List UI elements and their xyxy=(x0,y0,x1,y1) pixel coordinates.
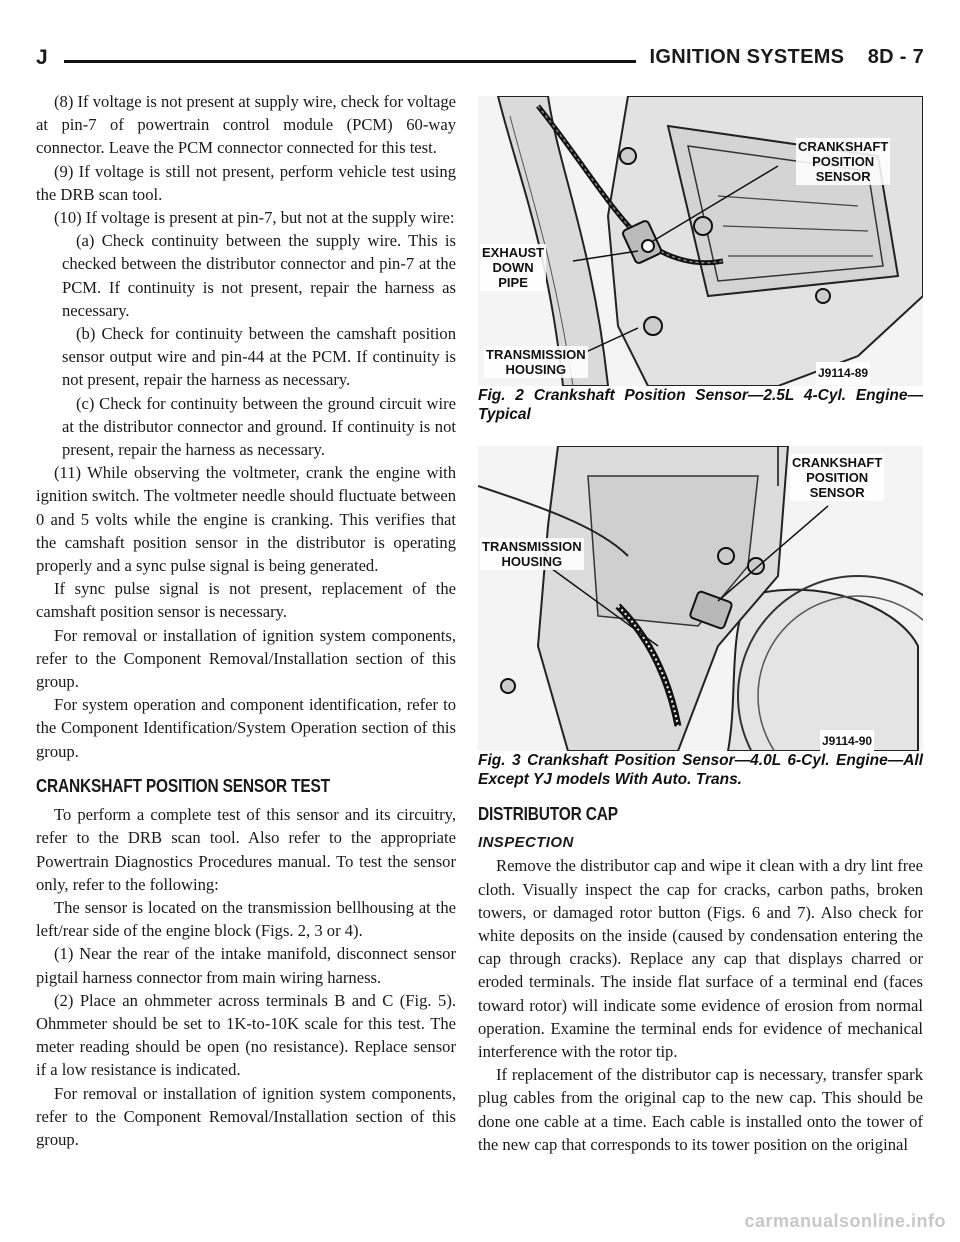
paragraph: (11) While observing the voltmeter, crank the engine with ignition switch. The voltmeter needle should fluctuate between 0 and 5 volts while the engine is cranking. This verifies that the camshaft position sensor in the distributor is operating properly and a sync pulse signal is being generated. xyxy=(36,463,456,576)
paragraph: The sensor is located on the transmission bellhousing at the left/rear side of the engine block (Figs. 2, 3 or 4). xyxy=(36,897,456,941)
fig2-label-transmission: TRANSMISSION HOUSING xyxy=(486,347,586,377)
header-title: IGNITION SYSTEMS 8D - 7 xyxy=(649,46,924,68)
paragraph: (1) Near the rear of the intake manifold, disconnect sensor pigtail harness connector from main wiring harness. xyxy=(36,944,456,987)
fig2-label-sensor: CRANKSHAFT POSITION SENSOR xyxy=(798,139,889,184)
header-rule xyxy=(64,60,636,63)
header-section-letter: J xyxy=(36,46,48,69)
paragraph: To perform a complete test of this sensor and its circuitry, refer to the DRB scan tool. Also refer to the appropriate Powertrain Diagnostics Procedures manual. To test the sensor only, refer to the following: xyxy=(36,805,456,894)
figure-2-illustration xyxy=(478,96,923,386)
sub-item: (a) Check continuity between the supply wire. This is checked between the distributor connector and pin-7 at the PCM. If continuity is not present, repair the harness as necessary. xyxy=(62,231,456,320)
paragraph: (2) Place an ohmmeter across terminals B and C (Fig. 5). Ohmmeter should be set to 1K-to-10K scale for this test. The meter reading should be open (no resistance). Replace sensor if a low resistance is indicated. xyxy=(36,990,456,1080)
figure-3-caption: Fig. 3 Crankshaft Position Sensor—4.0L 6-Cyl. Engine—All Except YJ models With Auto. Trans. xyxy=(478,752,923,788)
sub-item: (b) Check for continuity between the camshaft position sensor output wire and pin-44 at the PCM. If continuity is not present, repair the harness as necessary. xyxy=(62,324,456,390)
section-heading-crankshaft-test: CRANKSHAFT POSITION SENSOR TEST xyxy=(36,775,330,796)
paragraph: For removal or installation of ignition system components, refer to the Component Removal/Installation section of this group. xyxy=(36,1083,456,1149)
paragraph: For removal or installation of ignition system components, refer to the Component Removal/Installation section of this group. xyxy=(36,625,456,692)
paragraph: If replacement of the distributor cap is necessary, transfer spark plug cables from the original cap to the new cap. This should be done one cable at a time. Each cable is installed onto the tower of the new cap that corresponds to its tower position on the original xyxy=(478,1065,923,1154)
page-header xyxy=(36,40,924,80)
paragraph: (10) If voltage is present at pin-7, but not at the supply wire: xyxy=(54,208,455,228)
section-heading-distributor-cap: DISTRIBUTOR CAP xyxy=(478,804,618,824)
fig2-label-exhaust: EXHAUST DOWN PIPE xyxy=(482,245,545,290)
figure-3-illustration xyxy=(478,446,923,751)
paragraph: Remove the distributor cap and wipe it clean with a dry lint free cloth. Visually inspect the cap for cracks, carbon paths, broken towers, or damaged rotor button (Figs. 6 and 7). Also check for white deposits on the inside (caused by condensation entering the cap through cracks). Replace any cap that displays charred or eroded terminals. The inside flat surface of a terminal end (faces toward rotor) will indicate some evidence of erosion from normal operation. Examine the terminal ends for evidence of mechanical interference with the rotor tip. xyxy=(478,856,923,1062)
left-column xyxy=(36,90,456,1151)
right-column xyxy=(478,96,923,1156)
fig2-id: J9114-89 xyxy=(816,362,870,385)
watermark-url: carmanualsonline.info xyxy=(744,1211,946,1231)
fig3-label-transmission: TRANSMISSION HOUSING xyxy=(482,539,582,569)
paragraph: (8) If voltage is not present at supply wire, check for voltage at pin-7 of powertrain control module (PCM) 60-way connector. Leave the PCM connector connected for this test. xyxy=(36,92,456,158)
paragraph: For system operation and component identification, refer to the Component Identification/System Operation section of this group. xyxy=(36,695,456,761)
paragraph: If sync pulse signal is not present, replacement of the camshaft position sensor is necessary. xyxy=(36,579,456,622)
figure-2-caption: Fig. 2 Crankshaft Position Sensor—2.5L 4-Cyl. Engine—Typical xyxy=(478,387,923,423)
sub-item: (c) Check for continuity between the ground circuit wire at the distributor connector and ground. If continuity is not present, repair the harness as necessary. xyxy=(62,393,456,460)
subheading-inspection: INSPECTION xyxy=(478,834,574,852)
fig3-label-sensor: CRANKSHAFT POSITION SENSOR xyxy=(792,455,883,500)
fig3-id: J9114-90 xyxy=(820,730,874,751)
paragraph: (9) If voltage is still not present, perform vehicle test using the DRB scan tool. xyxy=(36,161,456,204)
